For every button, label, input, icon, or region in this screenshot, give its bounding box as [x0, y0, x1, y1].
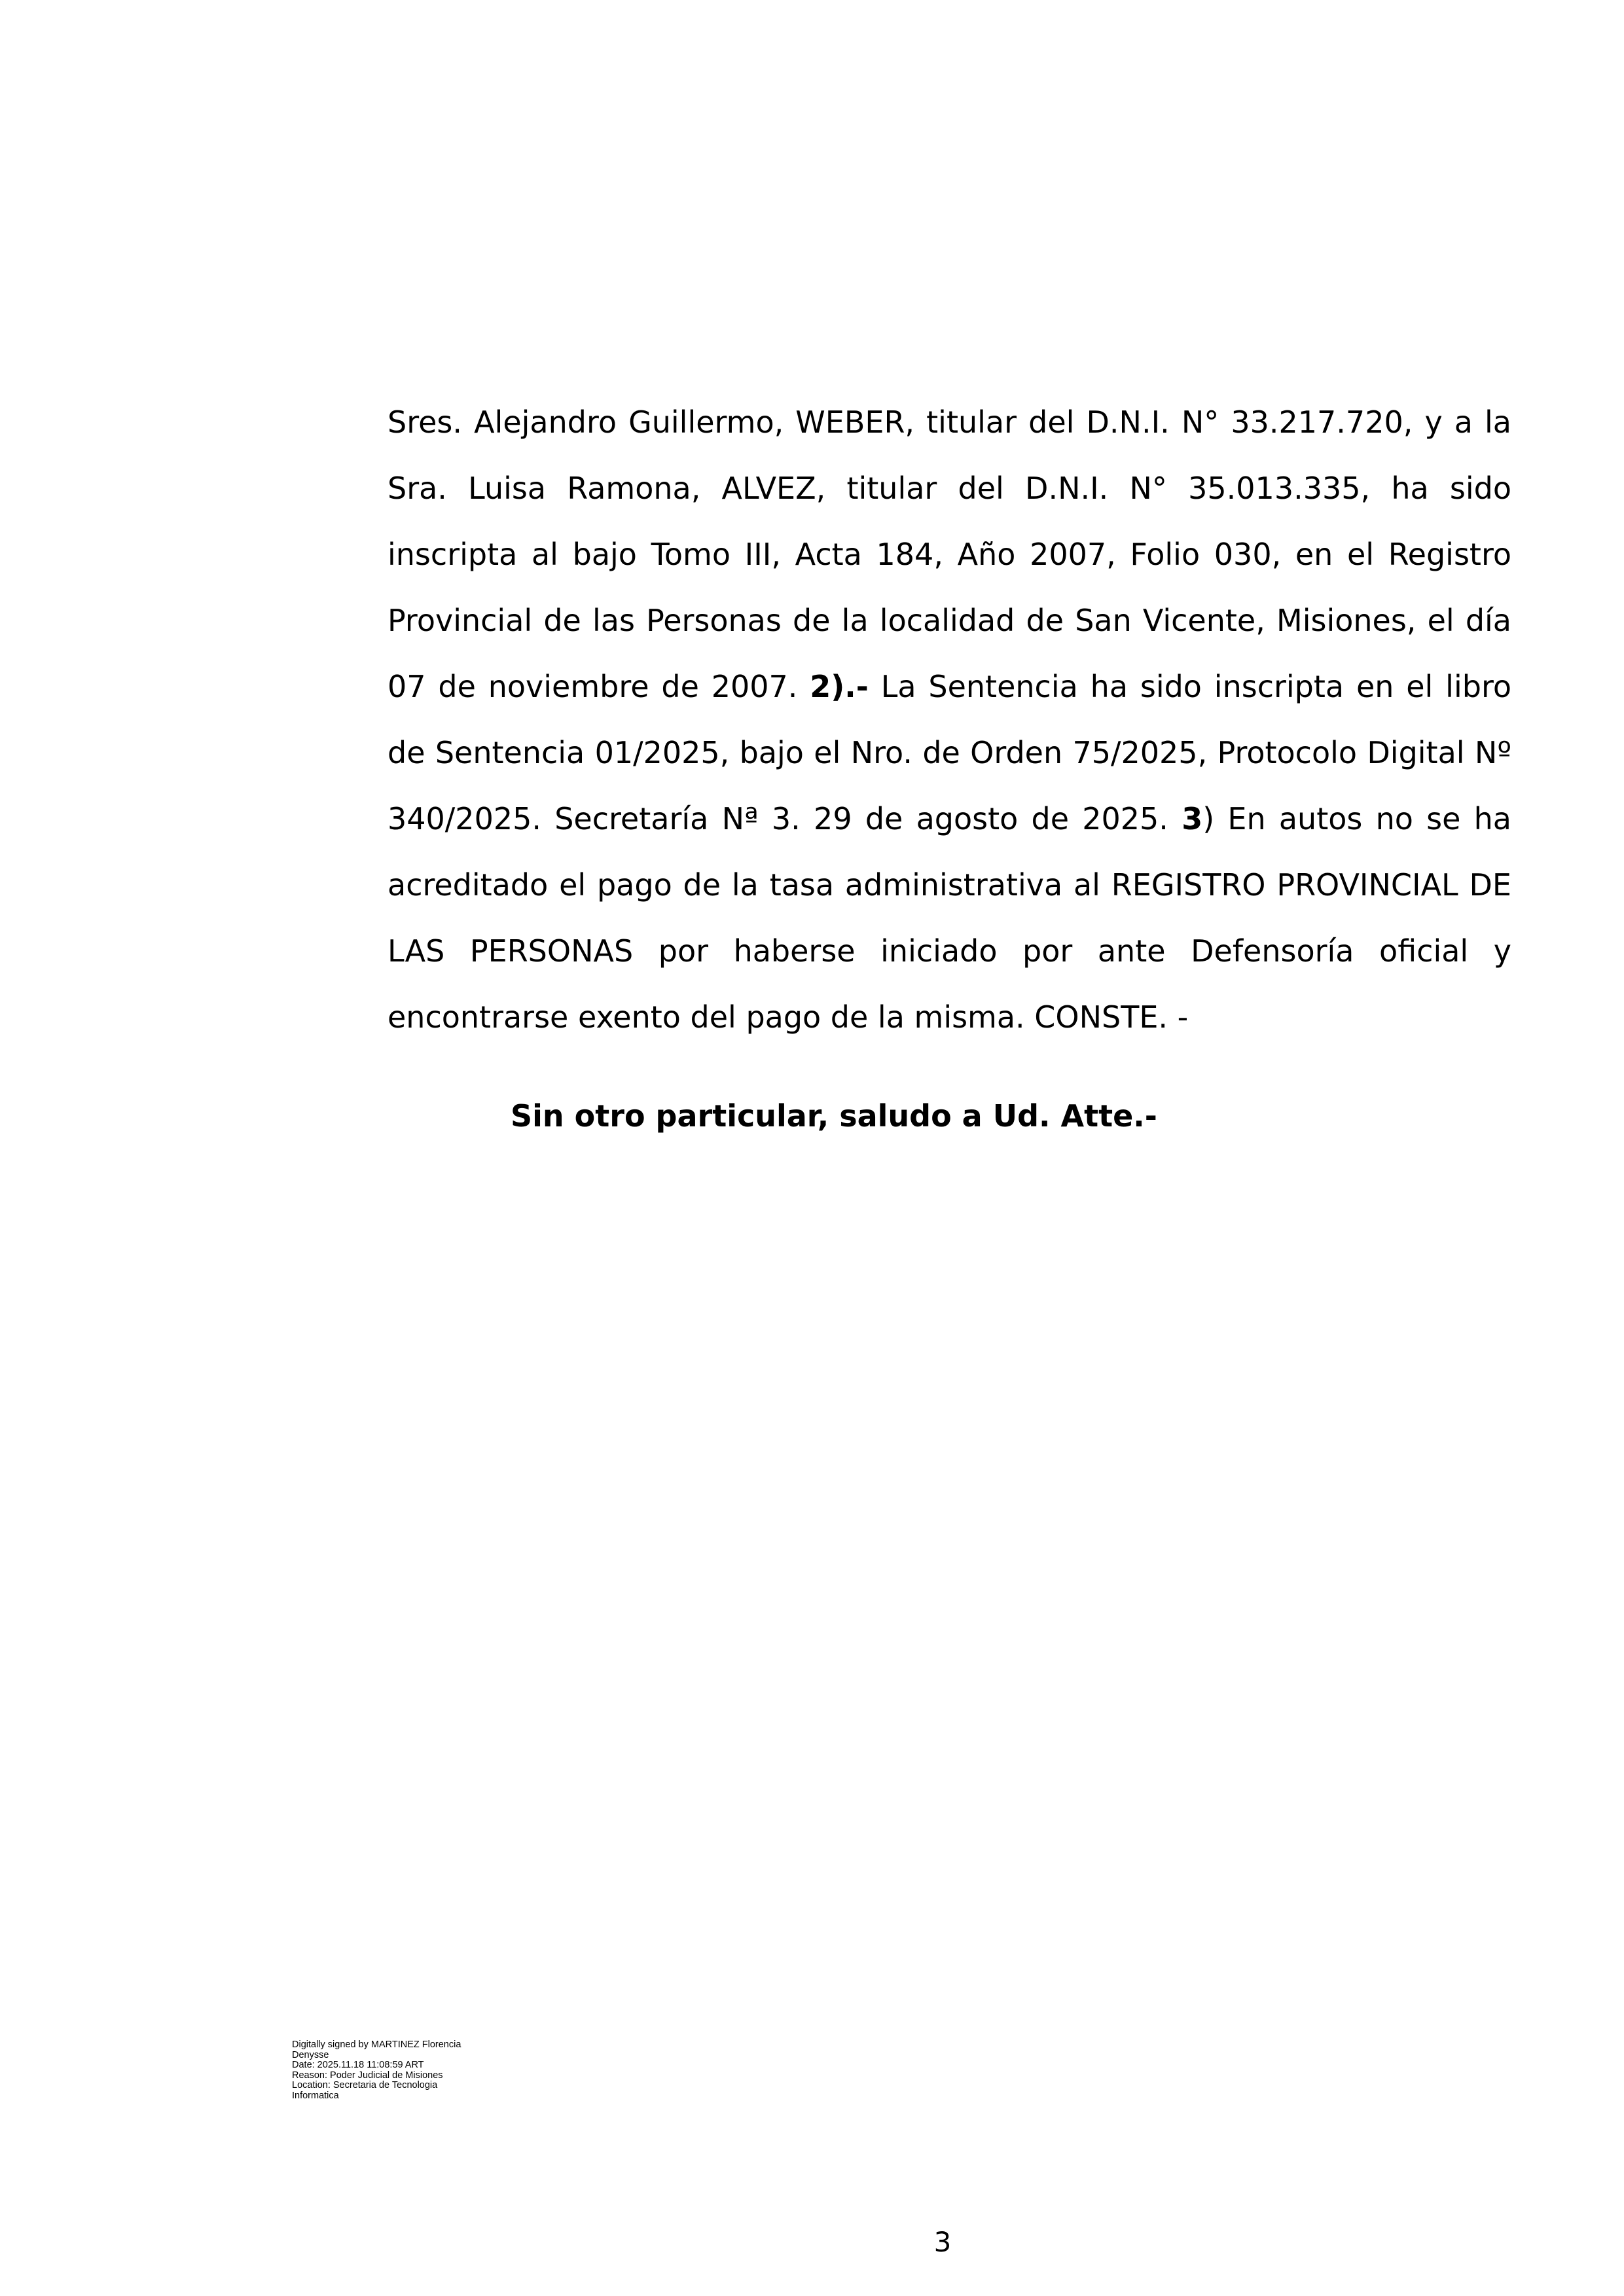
paragraph-text-part-1: Sres. Alejandro Guillermo, WEBER, titular del D.N.I. N° 33.217.720, y a la Sra. Luisa Ramona, ALVEZ, titular del D.N.I. N° 35.013.335, ha sido inscripta al bajo Tomo III, Acta 184, Año 2007, Folio 030, en el Registro Provincial de las Personas de la localidad de San Vicente, Misiones, el día 07 de noviembre de 2007. — [388, 404, 1511, 704]
paragraph-text-part-2: La Sentencia ha sido inscripta en el libro de Sentencia 01/2025, bajo el Nro. de Orden 75/2025, Protocolo Digital Nº 340/2025. Secretaría Nª 3. 29 de agosto de 2025. — [388, 669, 1511, 836]
signature-line-date: Date: 2025.11.18 11:08:59 ART — [292, 2060, 424, 2070]
item-marker-3: 3 — [1182, 801, 1203, 836]
signature-line-location: Location: Secretaria de Tecnologia — [292, 2080, 438, 2090]
body-paragraph — [388, 389, 1511, 1050]
item-marker-2: 2).- — [810, 669, 869, 704]
digital-signature-block — [292, 2040, 508, 2101]
signature-line-signer-cont: Denysse — [292, 2049, 329, 2060]
signature-line-reason: Reason: Poder Judicial de Misiones — [292, 2070, 443, 2081]
signature-line-location-cont: Informatica — [292, 2090, 339, 2101]
closing-salutation: Sin otro particular, saludo a Ud. Atte.- — [511, 1098, 1157, 1134]
signature-line-signer: Digitally signed by MARTINEZ Florencia — [292, 2039, 461, 2050]
page-number: 3 — [933, 2226, 952, 2258]
paragraph-text-part-3: ) En autos no se ha acreditado el pago de la tasa administrativa al REGISTRO PROVINCIAL DE LAS PERSONAS por haberse iniciado por ante Defensoría oficial y encontrarse exento del pago de la misma. CONSTE. - — [388, 801, 1511, 1035]
